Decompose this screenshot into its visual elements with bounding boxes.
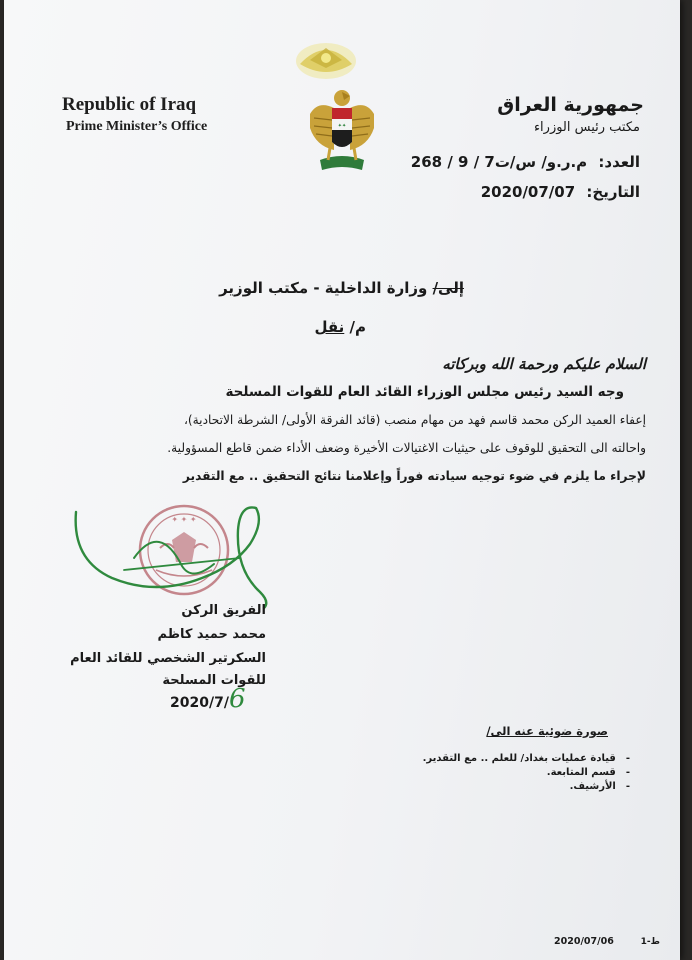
- signature-date: [170, 684, 245, 714]
- reference-date: [481, 183, 640, 201]
- copies-item-dash: -: [625, 767, 630, 778]
- recipient-to-value: وزارة الداخلية - مكتب الوزير: [219, 279, 428, 297]
- subject-line: [314, 318, 366, 336]
- body-line-4: لإجراء ما يلزم في ضوء توجيه سيادته فوراً وإعلامنا نتائج التحقيق .. مع التقدير: [182, 469, 646, 483]
- copies-heading: صورة ضوئية عنه الى/: [486, 724, 608, 738]
- reference-number-label: العدد:: [598, 153, 640, 171]
- reference-number: [411, 153, 640, 171]
- header-en-subtitle: Prime Minister’s Office: [66, 119, 208, 134]
- copies-item: [410, 766, 630, 780]
- copies-item-dash: -: [625, 781, 630, 792]
- letter-page: [4, 0, 680, 960]
- svg-text:✦ ✦ ✦: ✦ ✦ ✦: [171, 515, 197, 524]
- copies-item-text: قيادة عمليات بغداد/ للعلم .. مع التقدير.: [422, 753, 616, 764]
- signatory-name: محمد حميد كاظم: [157, 627, 266, 642]
- body-line-1: وجه السيد رئيس مجلس الوزراء القائد العام للقوات المسلحة: [225, 384, 624, 400]
- official-stamp-icon: [64, 500, 284, 610]
- header-ar-title: جمهورية العراق: [497, 94, 644, 116]
- gold-embossed-seal-icon: [286, 36, 366, 86]
- reference-date-label: التاريخ:: [586, 183, 640, 201]
- copies-item: [410, 752, 630, 766]
- greeting: السلام عليكم ورحمة الله وبركاته: [442, 355, 646, 373]
- signatory-title-2: للقوات المسلحة: [162, 673, 266, 688]
- subject-label: م/: [349, 318, 366, 336]
- copies-item-text: قسم المتابعة.: [546, 767, 616, 778]
- copies-item: [410, 780, 630, 794]
- recipient-line: [219, 279, 464, 297]
- copies-item-dash: -: [625, 753, 630, 764]
- iraq-eagle-emblem-icon: [304, 84, 380, 180]
- header-en-title: Republic of Iraq: [62, 94, 197, 115]
- body-line-2: إعفاء العميد الركن محمد قاسم فهد من مهام منصب (قائد الفرقة الأولى/ الشرطة الاتحادية)،: [183, 413, 646, 427]
- signatory-rank: الفريق الركن: [181, 603, 266, 618]
- subject-value: نقل: [314, 318, 345, 336]
- signatory-title-1: السكرتير الشخصي للقائد العام: [70, 651, 266, 666]
- footer-date: 2020/07/06: [554, 936, 614, 947]
- recipient-to-label: إلى/: [432, 279, 464, 297]
- reference-number-value: م.ر.و/ س/ت7 / 9 / 268: [410, 153, 588, 171]
- header-ar-subtitle: مكتب رئيس الوزراء: [533, 120, 640, 135]
- svg-text:✦✦: ✦✦: [337, 123, 347, 129]
- signature-date-printed: 2020/7/: [170, 695, 229, 711]
- footer-code: ط-1: [640, 937, 660, 947]
- copies-list: [410, 752, 630, 794]
- signature-date-handwritten: 6: [228, 684, 246, 714]
- body-line-3: واحالته الى التحقيق للوقوف على حيثيات الاغتيالات الأخيرة وضعف الأداء ضمن قاطع المسؤولية.: [167, 441, 646, 455]
- reference-date-value: 2020/07/07: [480, 183, 576, 201]
- copies-item-text: الأرشيف.: [569, 781, 616, 792]
